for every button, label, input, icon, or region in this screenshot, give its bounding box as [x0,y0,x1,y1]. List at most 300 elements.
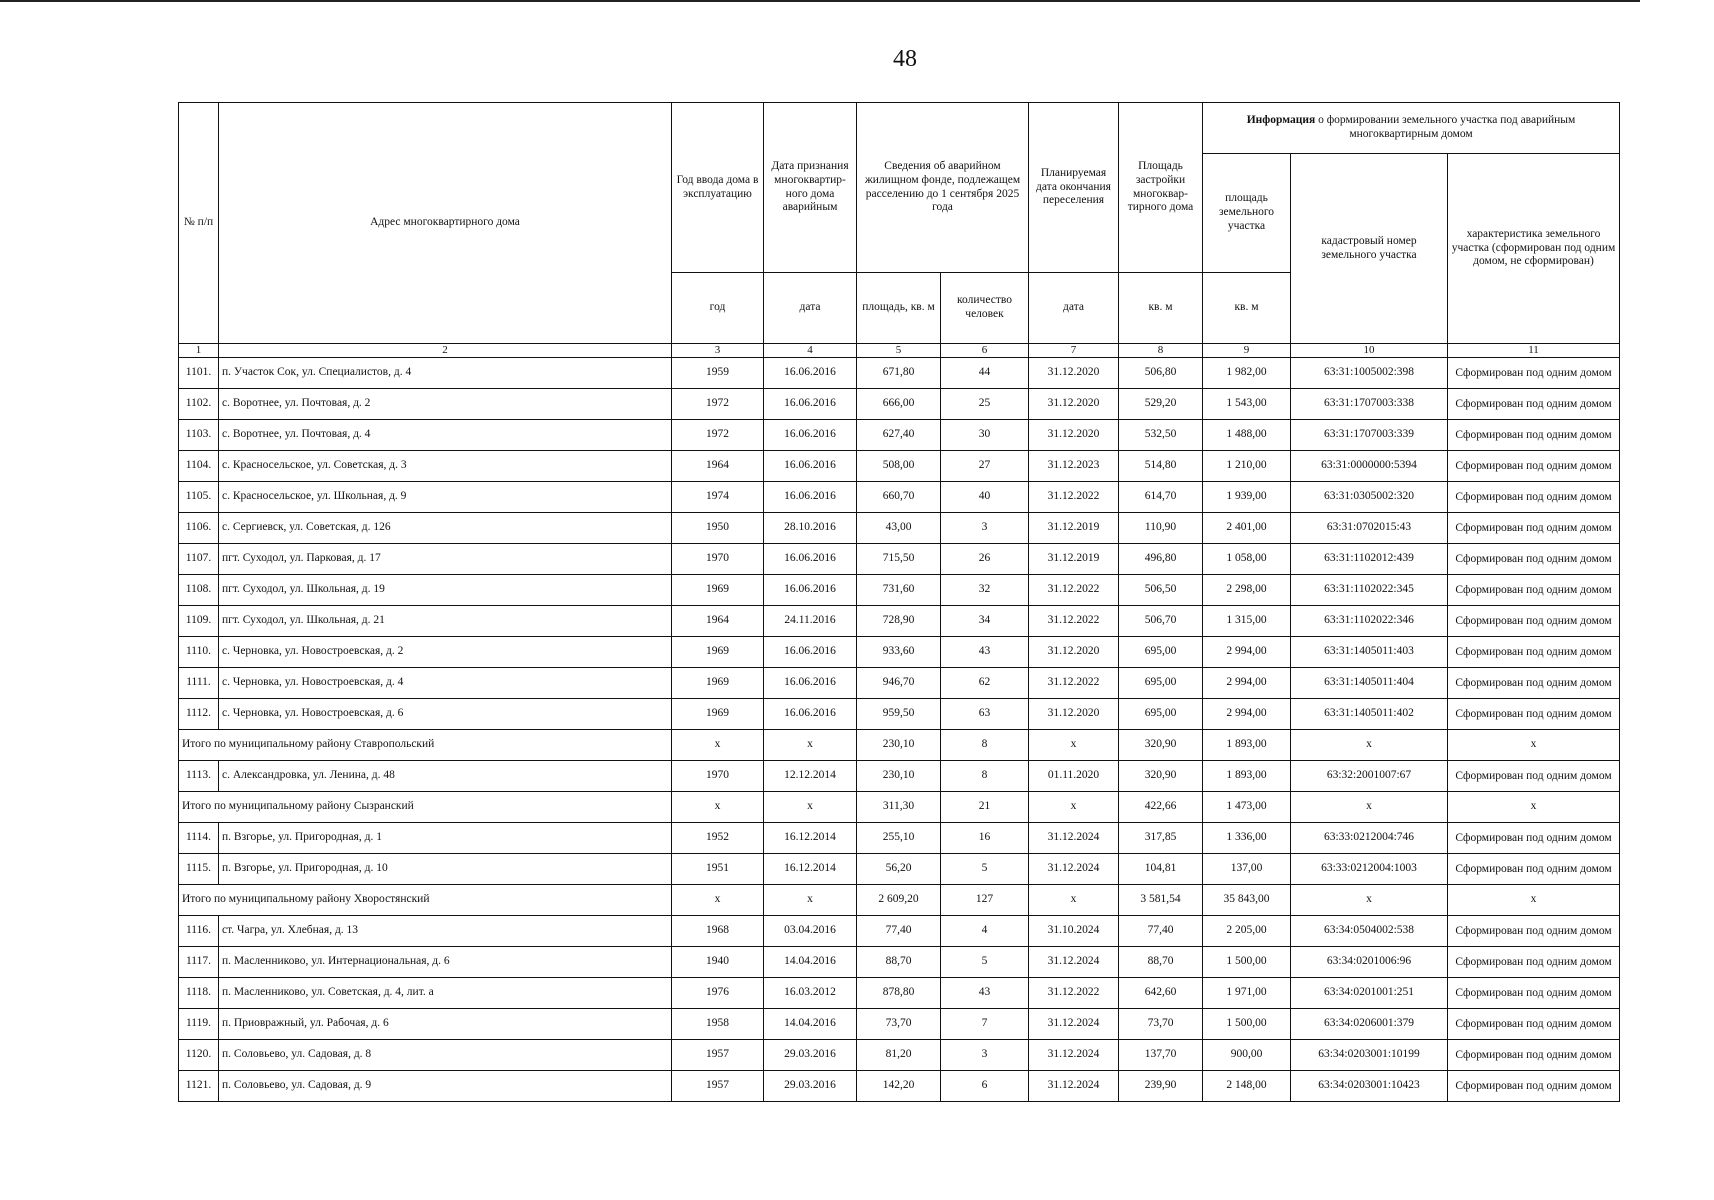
cell-land-area: 1 893,00 [1203,730,1291,761]
cell-no: 1106. [179,513,219,544]
cell-people: 7 [941,1009,1029,1040]
cell-planned: 31.12.2022 [1029,978,1119,1009]
table-row [179,823,1620,854]
cell-no: 1118. [179,978,219,1009]
column-number: 6 [941,344,1029,358]
cell-area: 933,60 [857,637,941,668]
cell-date: 24.11.2016 [764,606,857,637]
unit-sqm-building: кв. м [1119,273,1203,344]
cell-year: 1952 [672,823,764,854]
cell-characteristic: Сформирован под одним домом [1448,1040,1620,1071]
cell-planned: 31.12.2024 [1029,854,1119,885]
cell-people: 27 [941,451,1029,482]
cell-area: 142,20 [857,1071,941,1102]
cell-planned: 31.10.2024 [1029,916,1119,947]
cell-building-area: 110,90 [1119,513,1203,544]
cell-building-area: 506,80 [1119,358,1203,389]
cell-cadastral: x [1291,730,1448,761]
cell-no: 1111. [179,668,219,699]
cell-building-area: 320,90 [1119,730,1203,761]
cell-no: 1121. [179,1071,219,1102]
cell-year: 1969 [672,668,764,699]
cell-cadastral: 63:31:1005002:398 [1291,358,1448,389]
header-characteristic: характеристика земельного участка (сформирован под одним домом, не сформирован) [1448,154,1620,344]
cell-land-area: 1 488,00 [1203,420,1291,451]
cell-land-area: 1 939,00 [1203,482,1291,513]
cell-characteristic: Сформирован под одним домом [1448,1009,1620,1040]
table-row [179,978,1620,1009]
cell-people: 44 [941,358,1029,389]
cell-year: 1976 [672,978,764,1009]
cell-cadastral: x [1291,885,1448,916]
cell-no: 1108. [179,575,219,606]
cell-land-area: 1 315,00 [1203,606,1291,637]
cell-planned: x [1029,792,1119,823]
cell-cadastral: 63:34:0203001:10423 [1291,1071,1448,1102]
cell-year: 1969 [672,699,764,730]
cell-cadastral: 63:31:1707003:338 [1291,389,1448,420]
cell-characteristic: x [1448,885,1620,916]
table-row [179,482,1620,513]
cell-planned: 31.12.2022 [1029,482,1119,513]
cell-date: 16.12.2014 [764,854,857,885]
cell-year: 1957 [672,1040,764,1071]
cell-planned: 31.12.2019 [1029,544,1119,575]
cell-cadastral: 63:33:0212004:746 [1291,823,1448,854]
total-row [179,885,1620,916]
cell-people: 32 [941,575,1029,606]
table-row [179,358,1620,389]
cell-date: 03.04.2016 [764,916,857,947]
cell-area: 255,10 [857,823,941,854]
cell-year: 1972 [672,389,764,420]
cell-address: п. Взгорье, ул. Пригородная, д. 10 [219,854,672,885]
cell-land-area: 137,00 [1203,854,1291,885]
cell-building-area: 506,70 [1119,606,1203,637]
header-building-area: Площадь застройки многоквар-тирного дома [1119,103,1203,273]
cell-cadastral: 63:31:1102012:439 [1291,544,1448,575]
table-row [179,451,1620,482]
cell-date: x [764,792,857,823]
cell-characteristic: Сформирован под одним домом [1448,668,1620,699]
cell-planned: 31.12.2022 [1029,606,1119,637]
top-border-line [0,0,1640,2]
cell-characteristic: Сформирован под одним домом [1448,916,1620,947]
cell-cadastral: 63:31:1405011:403 [1291,637,1448,668]
cell-area: 671,80 [857,358,941,389]
cell-people: 16 [941,823,1029,854]
cell-area: 230,10 [857,730,941,761]
header-land-info-bold: Информация [1246,114,1316,127]
cell-planned: 31.12.2019 [1029,513,1119,544]
cell-address: пгт. Суходол, ул. Школьная, д. 19 [219,575,672,606]
cell-people: 21 [941,792,1029,823]
table-row [179,420,1620,451]
cell-area: 666,00 [857,389,941,420]
page-number: 48 [893,46,917,72]
cell-characteristic: Сформирован под одним домом [1448,699,1620,730]
cell-characteristic: Сформирован под одним домом [1448,978,1620,1009]
cell-land-area: 1 336,00 [1203,823,1291,854]
cell-cadastral: 63:31:1707003:339 [1291,420,1448,451]
column-number: 11 [1448,344,1620,358]
cell-planned: 31.12.2020 [1029,637,1119,668]
cell-characteristic: Сформирован под одним домом [1448,854,1620,885]
cell-year: 1964 [672,451,764,482]
header-planned-date: Планируемая дата окончания переселения [1029,103,1119,273]
header-year: Год ввода дома в эксплуатацию [672,103,764,273]
cell-people: 127 [941,885,1029,916]
cell-date: 14.04.2016 [764,1009,857,1040]
table-row [179,947,1620,978]
header-address: Адрес многоквартирного дома [219,103,672,344]
cell-no: 1115. [179,854,219,885]
cell-no: 1119. [179,1009,219,1040]
cell-land-area: 1 473,00 [1203,792,1291,823]
table-row [179,699,1620,730]
cell-no: 1120. [179,1040,219,1071]
cell-planned: x [1029,885,1119,916]
table-row [179,606,1620,637]
cell-building-area: 529,20 [1119,389,1203,420]
total-row [179,730,1620,761]
column-numbers-row [179,344,1620,358]
cell-date: x [764,885,857,916]
cell-cadastral: 63:31:1102022:346 [1291,606,1448,637]
cell-address: п. Соловьево, ул. Садовая, д. 9 [219,1071,672,1102]
cell-address: п. Приовражный, ул. Рабочая, д. 6 [219,1009,672,1040]
cell-characteristic: Сформирован под одним домом [1448,389,1620,420]
cell-characteristic: Сформирован под одним домом [1448,637,1620,668]
cell-date: 16.06.2016 [764,358,857,389]
header-land-info-rest: о формировании земельного участка под аварийным многоквартирным домом [1315,114,1576,140]
cell-area: 73,70 [857,1009,941,1040]
cell-area: 81,20 [857,1040,941,1071]
cell-year: 1970 [672,761,764,792]
unit-date: дата [764,273,857,344]
cell-area: 508,00 [857,451,941,482]
cell-no: 1109. [179,606,219,637]
cell-date: 16.03.2012 [764,978,857,1009]
cell-cadastral: 63:31:1405011:404 [1291,668,1448,699]
cell-planned: x [1029,730,1119,761]
cell-area: 311,30 [857,792,941,823]
cell-building-area: 614,70 [1119,482,1203,513]
cell-area: 878,80 [857,978,941,1009]
column-number: 2 [219,344,672,358]
column-number: 5 [857,344,941,358]
cell-building-area: 73,70 [1119,1009,1203,1040]
cell-building-area: 104,81 [1119,854,1203,885]
cell-cadastral: 63:34:0504002:538 [1291,916,1448,947]
cell-no: 1104. [179,451,219,482]
cell-building-area: 137,70 [1119,1040,1203,1071]
cell-land-area: 1 500,00 [1203,947,1291,978]
total-label: Итого по муниципальному району Хворостянский [179,885,672,916]
cell-characteristic: Сформирован под одним домом [1448,544,1620,575]
cell-people: 3 [941,513,1029,544]
cell-land-area: 2 994,00 [1203,637,1291,668]
cell-building-area: 695,00 [1119,668,1203,699]
cell-cadastral: 63:34:0201006:96 [1291,947,1448,978]
cell-date: 16.06.2016 [764,699,857,730]
cell-date: 29.03.2016 [764,1071,857,1102]
cell-cadastral: 63:31:1102022:345 [1291,575,1448,606]
unit-people: количество человек [941,273,1029,344]
cell-planned: 31.12.2020 [1029,699,1119,730]
table-body [179,358,1620,1102]
cell-land-area: 2 298,00 [1203,575,1291,606]
cell-land-area: 2 994,00 [1203,668,1291,699]
cell-year: x [672,885,764,916]
total-row [179,792,1620,823]
cell-people: 40 [941,482,1029,513]
cell-area: 56,20 [857,854,941,885]
cell-cadastral: 63:31:1405011:402 [1291,699,1448,730]
column-number: 1 [179,344,219,358]
column-number: 9 [1203,344,1291,358]
cell-year: 1974 [672,482,764,513]
header-land-info [1203,103,1620,154]
cell-year: 1957 [672,1071,764,1102]
cell-address: с. Воротнее, ул. Почтовая, д. 2 [219,389,672,420]
cell-planned: 31.12.2024 [1029,1071,1119,1102]
cell-year: 1940 [672,947,764,978]
cell-year: 1970 [672,544,764,575]
unit-date-planned: дата [1029,273,1119,344]
cell-characteristic: Сформирован под одним домом [1448,1071,1620,1102]
column-number: 3 [672,344,764,358]
cell-address: п. Масленниково, ул. Интернациональная, д. 6 [219,947,672,978]
cell-date: 29.03.2016 [764,1040,857,1071]
cell-characteristic: Сформирован под одним домом [1448,482,1620,513]
cell-date: 16.06.2016 [764,668,857,699]
cell-area: 728,90 [857,606,941,637]
cell-year: 1958 [672,1009,764,1040]
cell-year: 1959 [672,358,764,389]
column-number: 7 [1029,344,1119,358]
cell-area: 627,40 [857,420,941,451]
cell-land-area: 2 401,00 [1203,513,1291,544]
cell-area: 715,50 [857,544,941,575]
table-row [179,854,1620,885]
cell-date: 16.06.2016 [764,389,857,420]
cell-address: с. Красносельское, ул. Советская, д. 3 [219,451,672,482]
cell-building-area: 514,80 [1119,451,1203,482]
cell-cadastral: x [1291,792,1448,823]
cell-characteristic: Сформирован под одним домом [1448,761,1620,792]
cell-land-area: 2 205,00 [1203,916,1291,947]
cell-address: п. Соловьево, ул. Садовая, д. 8 [219,1040,672,1071]
cell-date: 16.06.2016 [764,637,857,668]
cell-area: 230,10 [857,761,941,792]
cell-address: с. Воротнее, ул. Почтовая, д. 4 [219,420,672,451]
cell-people: 3 [941,1040,1029,1071]
cell-characteristic: Сформирован под одним домом [1448,358,1620,389]
cell-planned: 31.12.2024 [1029,1040,1119,1071]
table-row [179,668,1620,699]
cell-planned: 01.11.2020 [1029,761,1119,792]
cell-people: 43 [941,637,1029,668]
cell-cadastral: 63:34:0203001:10199 [1291,1040,1448,1071]
cell-area: 2 609,20 [857,885,941,916]
cell-year: 1968 [672,916,764,947]
cell-people: 8 [941,761,1029,792]
cell-land-area: 1 543,00 [1203,389,1291,420]
cell-cadastral: 63:31:0000000:5394 [1291,451,1448,482]
cell-cadastral: 63:32:2001007:67 [1291,761,1448,792]
cell-planned: 31.12.2022 [1029,668,1119,699]
cell-date: 12.12.2014 [764,761,857,792]
cell-year: 1969 [672,575,764,606]
cell-no: 1102. [179,389,219,420]
cell-planned: 31.12.2024 [1029,1009,1119,1040]
cell-area: 88,70 [857,947,941,978]
cell-characteristic: x [1448,730,1620,761]
cell-land-area: 2 994,00 [1203,699,1291,730]
total-label: Итого по муниципальному району Сызранский [179,792,672,823]
cell-address: с. Черновка, ул. Новостроевская, д. 2 [219,637,672,668]
cell-date: 28.10.2016 [764,513,857,544]
cell-characteristic: Сформирован под одним домом [1448,513,1620,544]
cell-planned: 31.12.2024 [1029,823,1119,854]
cell-date: 16.06.2016 [764,575,857,606]
column-number: 8 [1119,344,1203,358]
cell-planned: 31.12.2023 [1029,451,1119,482]
cell-address: пгт. Суходол, ул. Парковая, д. 17 [219,544,672,575]
cell-area: 660,70 [857,482,941,513]
cell-building-area: 239,90 [1119,1071,1203,1102]
cell-address: с. Александровка, ул. Ленина, д. 48 [219,761,672,792]
unit-year: год [672,273,764,344]
cell-area: 43,00 [857,513,941,544]
cell-people: 6 [941,1071,1029,1102]
cell-characteristic: Сформирован под одним домом [1448,420,1620,451]
cell-building-area: 88,70 [1119,947,1203,978]
cell-planned: 31.12.2024 [1029,947,1119,978]
cell-no: 1117. [179,947,219,978]
cell-date: x [764,730,857,761]
table-row [179,1071,1620,1102]
cell-no: 1116. [179,916,219,947]
cell-planned: 31.12.2020 [1029,358,1119,389]
cell-planned: 31.12.2022 [1029,575,1119,606]
cell-address: с. Сергиевск, ул. Советская, д. 126 [219,513,672,544]
header-date-emergency: Дата признания многоквартир-ного дома аварийным [764,103,857,273]
cell-address: п. Масленниково, ул. Советская, д. 4, лит. а [219,978,672,1009]
cell-cadastral: 63:31:0305002:320 [1291,482,1448,513]
cell-building-area: 3 581,54 [1119,885,1203,916]
header-land-area: площадь земельного участка [1203,154,1291,273]
table-row [179,389,1620,420]
cell-no: 1105. [179,482,219,513]
cell-building-area: 642,60 [1119,978,1203,1009]
cell-building-area: 695,00 [1119,637,1203,668]
table-row [179,637,1620,668]
cell-no: 1107. [179,544,219,575]
table-row [179,544,1620,575]
cell-planned: 31.12.2020 [1029,420,1119,451]
header-fund-info: Сведения об аварийном жилищном фонде, подлежащем расселению до 1 сентября 2025 года [857,103,1029,273]
cell-no: 1110. [179,637,219,668]
cell-address: п. Взгорье, ул. Пригородная, д. 1 [219,823,672,854]
cell-address: пгт. Суходол, ул. Школьная, д. 21 [219,606,672,637]
cell-year: x [672,792,764,823]
cell-date: 16.06.2016 [764,420,857,451]
table-row [179,916,1620,947]
cell-area: 77,40 [857,916,941,947]
cell-address: п. Участок Сок, ул. Специалистов, д. 4 [219,358,672,389]
cell-date: 16.06.2016 [764,451,857,482]
cell-date: 16.06.2016 [764,544,857,575]
table-row [179,1009,1620,1040]
cell-address: с. Красносельское, ул. Школьная, д. 9 [219,482,672,513]
cell-cadastral: 63:33:0212004:1003 [1291,854,1448,885]
cell-land-area: 2 148,00 [1203,1071,1291,1102]
cell-people: 63 [941,699,1029,730]
cell-land-area: 1 971,00 [1203,978,1291,1009]
table-row [179,761,1620,792]
cell-characteristic: Сформирован под одним домом [1448,451,1620,482]
cell-people: 5 [941,854,1029,885]
table-row [179,575,1620,606]
cell-year: 1972 [672,420,764,451]
header-no: № п/п [179,103,219,344]
cell-cadastral: 63:31:0702015:43 [1291,513,1448,544]
cell-address: ст. Чагра, ул. Хлебная, д. 13 [219,916,672,947]
cell-characteristic: x [1448,792,1620,823]
cell-people: 30 [941,420,1029,451]
cell-building-area: 422,66 [1119,792,1203,823]
cell-building-area: 496,80 [1119,544,1203,575]
cell-no: 1114. [179,823,219,854]
cell-date: 16.12.2014 [764,823,857,854]
cell-year: 1951 [672,854,764,885]
cell-building-area: 695,00 [1119,699,1203,730]
cell-address: с. Черновка, ул. Новостроевская, д. 6 [219,699,672,730]
total-label: Итого по муниципальному району Ставропольский [179,730,672,761]
unit-area: площадь, кв. м [857,273,941,344]
cell-building-area: 317,85 [1119,823,1203,854]
cell-year: 1950 [672,513,764,544]
column-number: 4 [764,344,857,358]
cell-area: 946,70 [857,668,941,699]
cell-people: 5 [941,947,1029,978]
unit-sqm-land: кв. м [1203,273,1291,344]
cell-people: 8 [941,730,1029,761]
cell-characteristic: Сформирован под одним домом [1448,823,1620,854]
cell-people: 26 [941,544,1029,575]
cell-no: 1103. [179,420,219,451]
cell-year: x [672,730,764,761]
emergency-housing-table [178,102,1620,1102]
cell-people: 34 [941,606,1029,637]
cell-no: 1112. [179,699,219,730]
cell-land-area: 1 210,00 [1203,451,1291,482]
cell-no: 1113. [179,761,219,792]
cell-date: 14.04.2016 [764,947,857,978]
cell-land-area: 900,00 [1203,1040,1291,1071]
cell-area: 731,60 [857,575,941,606]
cell-characteristic: Сформирован под одним домом [1448,947,1620,978]
cell-address: с. Черновка, ул. Новостроевская, д. 4 [219,668,672,699]
cell-planned: 31.12.2020 [1029,389,1119,420]
column-number: 10 [1291,344,1448,358]
cell-land-area: 1 058,00 [1203,544,1291,575]
cell-year: 1969 [672,637,764,668]
table-row [179,513,1620,544]
table-row [179,1040,1620,1071]
